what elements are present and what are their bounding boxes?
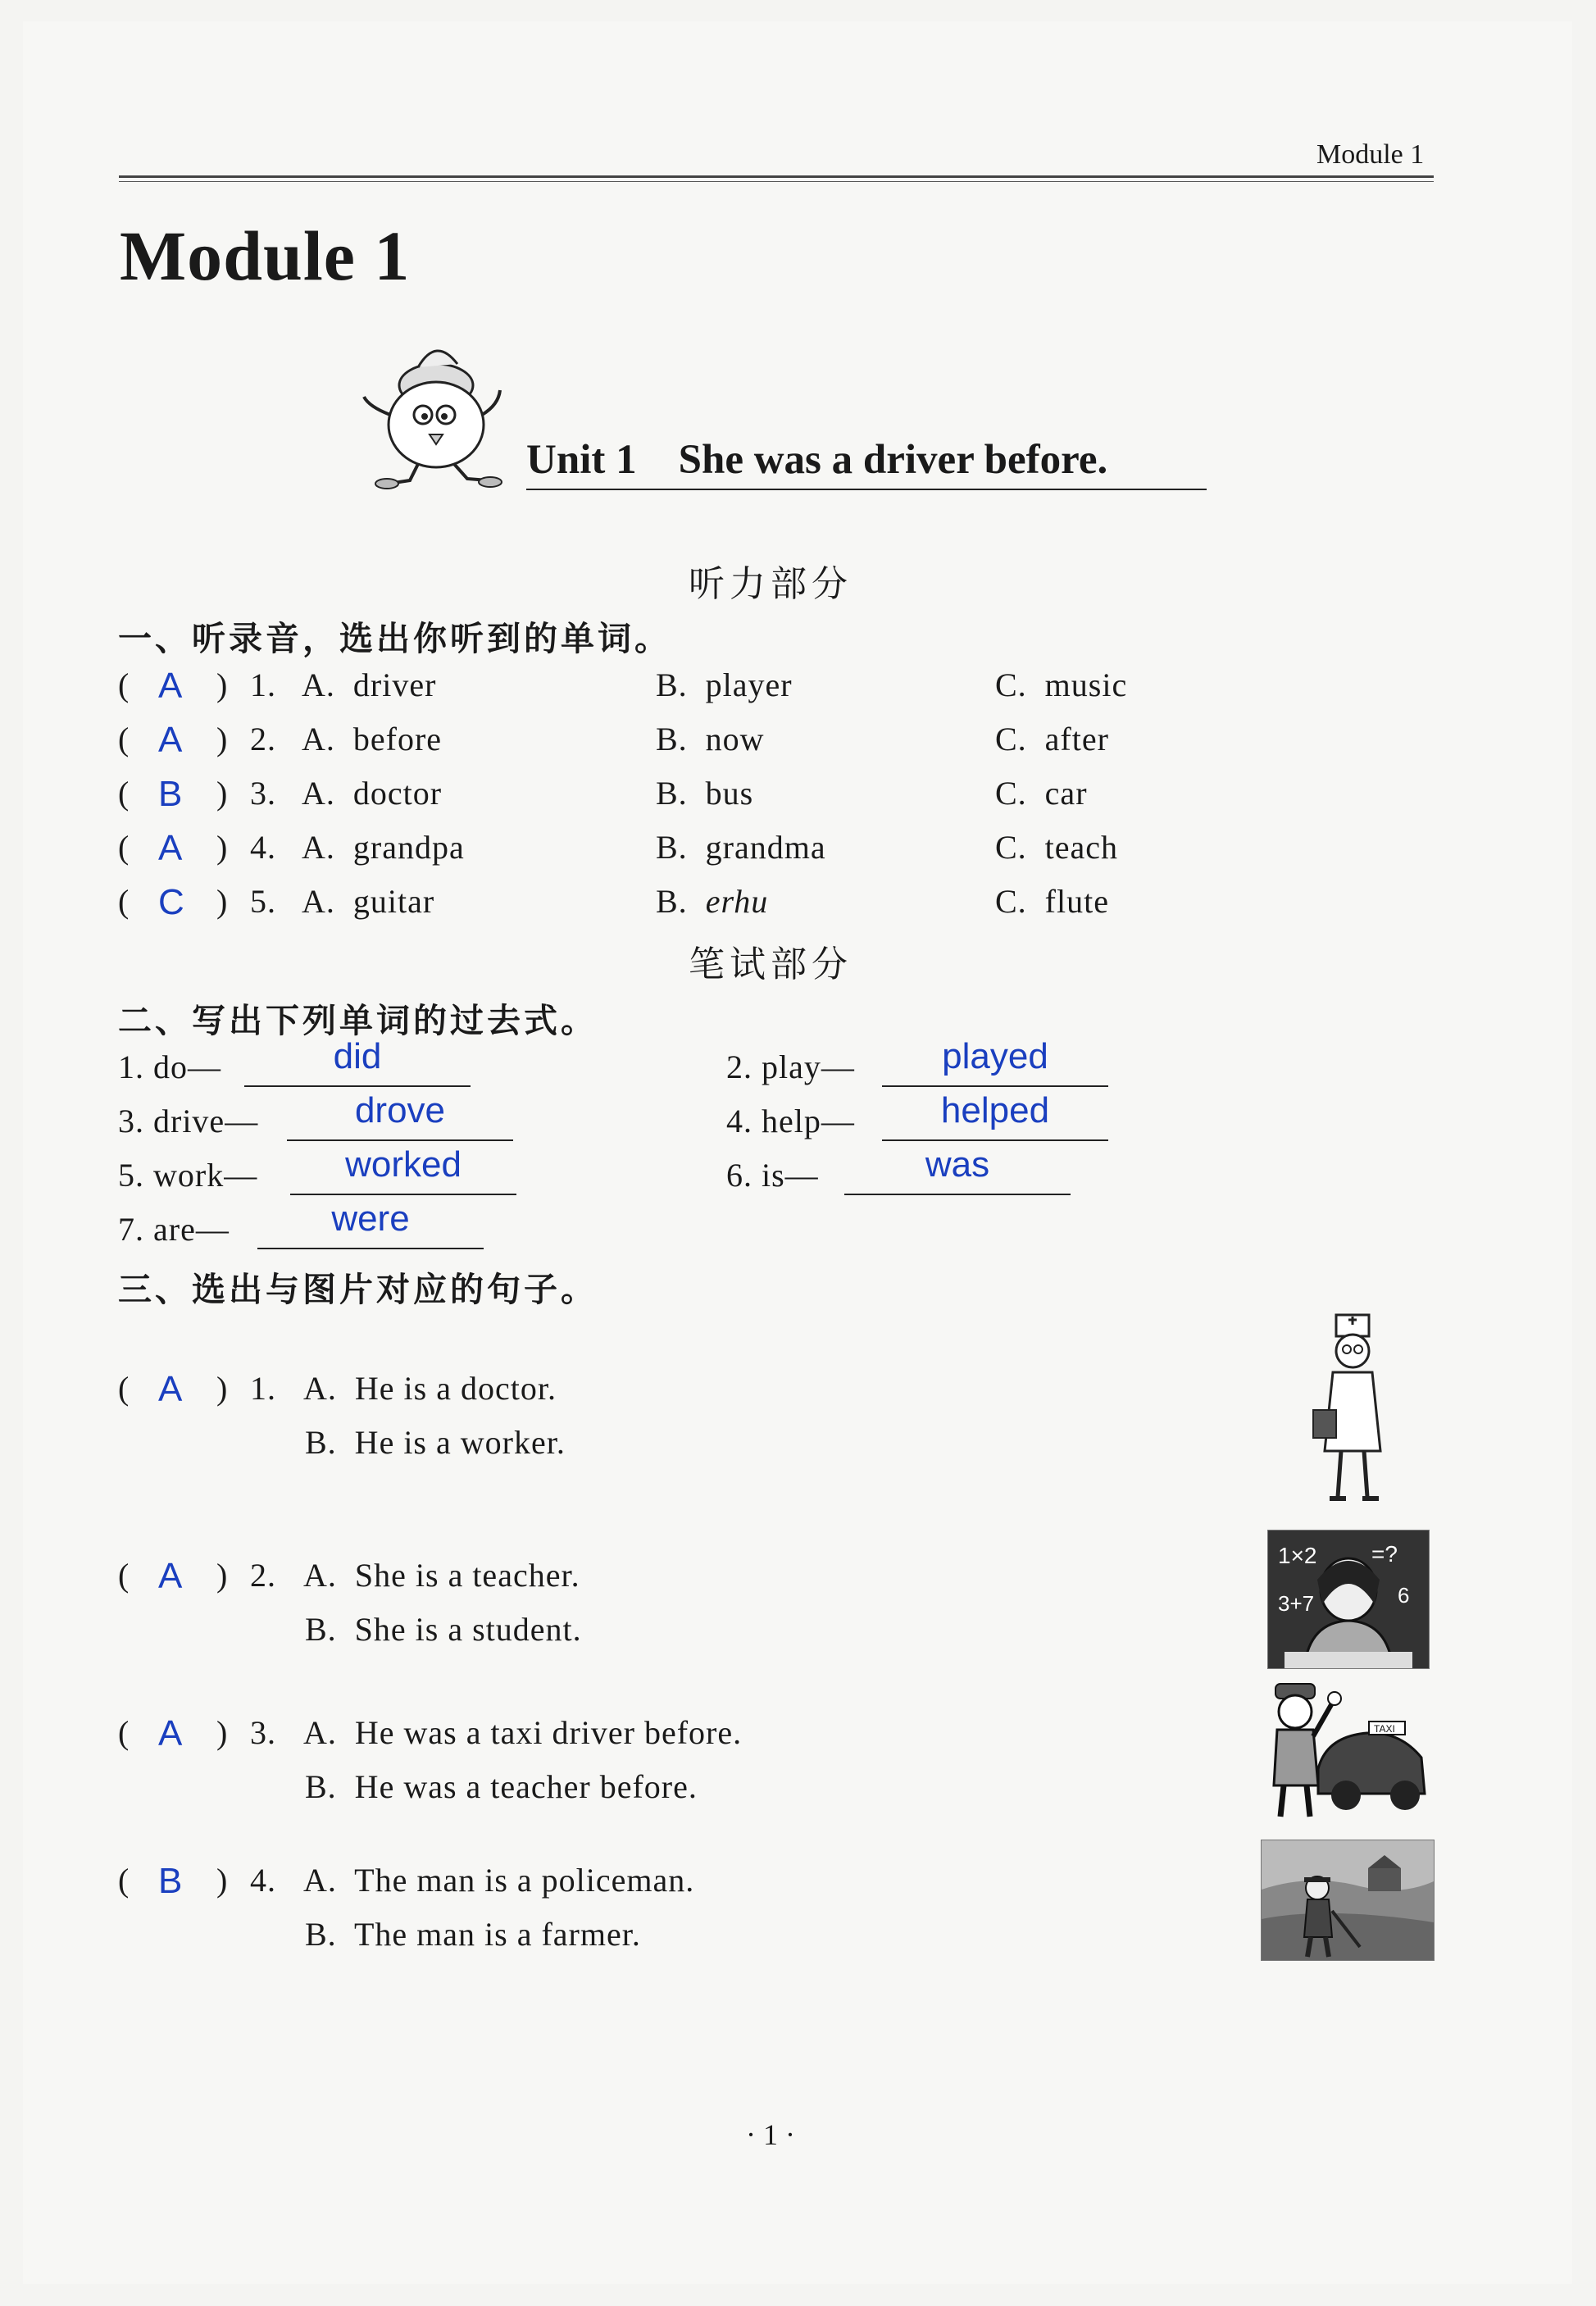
answer-mark: A bbox=[158, 1369, 183, 1409]
answer-mark: B bbox=[158, 774, 183, 814]
answer-paren-close: ) bbox=[216, 1370, 228, 1407]
past-tense-prompt: 5. work— bbox=[118, 1157, 258, 1194]
past-tense-answer: did bbox=[333, 1036, 382, 1076]
sentence-a: A. She is a teacher. bbox=[303, 1557, 580, 1594]
section2-instruction: 二、写出下列单词的过去式。 bbox=[118, 1001, 598, 1040]
answer-mark: A bbox=[158, 1713, 183, 1753]
question-number: 2. bbox=[250, 1557, 276, 1594]
answer-paren-close: ) bbox=[216, 775, 228, 812]
sentence-b: B. He is a worker. bbox=[305, 1424, 566, 1461]
option-b-word: erhu bbox=[705, 883, 769, 920]
option-b: B. bus bbox=[656, 775, 754, 812]
header-rule-thin bbox=[119, 181, 1434, 182]
option-a: A. doctor bbox=[302, 775, 443, 812]
sentence-b: B. She is a student. bbox=[305, 1611, 582, 1648]
question-number: 3. bbox=[250, 1714, 276, 1751]
running-header: Module 1 bbox=[1316, 139, 1425, 170]
option-c: C. flute bbox=[995, 883, 1109, 920]
board-text-left: 1×2 bbox=[1278, 1543, 1317, 1568]
listening-part-title: 听力部分 bbox=[689, 563, 853, 605]
page-number: · 1 · bbox=[746, 2118, 795, 2151]
option-b: B. now bbox=[656, 721, 765, 757]
answer-paren-close: ) bbox=[216, 1714, 228, 1751]
answer-paren-open: ( bbox=[118, 1557, 130, 1594]
answer-paren-open: ( bbox=[118, 1714, 130, 1751]
option-a: A. guitar bbox=[302, 883, 435, 920]
module-title: Module 1 bbox=[120, 216, 411, 295]
option-a: A. driver bbox=[302, 666, 437, 703]
past-tense-prompt: 1. do— bbox=[118, 1048, 221, 1085]
sentence-a: A. He was a taxi driver before. bbox=[303, 1714, 743, 1751]
section3-instruction: 三、选出与图片对应的句子。 bbox=[118, 1270, 598, 1309]
answer-blank-line bbox=[882, 1139, 1108, 1141]
answer-blank-line bbox=[287, 1139, 513, 1141]
option-a: A. before bbox=[302, 721, 443, 757]
taxi-driver-image bbox=[1261, 1679, 1430, 1823]
answer-paren-open: ( bbox=[118, 1862, 130, 1899]
sentence-a: A. He is a doctor. bbox=[303, 1370, 557, 1407]
option-b bbox=[656, 882, 768, 921]
answer-blank-line bbox=[244, 1085, 471, 1087]
past-tense-answer: were bbox=[331, 1198, 410, 1239]
answer-paren-open: ( bbox=[118, 721, 130, 757]
board-text-bottom: 3+7 bbox=[1278, 1591, 1315, 1616]
written-part-title: 笔试部分 bbox=[689, 944, 853, 985]
answer-paren-close: ) bbox=[216, 721, 228, 757]
answer-mark: A bbox=[158, 828, 183, 868]
past-tense-prompt: 7. are— bbox=[118, 1211, 230, 1248]
answer-blank-line bbox=[882, 1085, 1108, 1087]
option-c: C. after bbox=[995, 721, 1109, 757]
answer-paren-close: ) bbox=[216, 829, 228, 866]
past-tense-prompt: 4. help— bbox=[726, 1103, 855, 1139]
answer-mark: A bbox=[158, 720, 183, 760]
sentence-b: B. He was a teacher before. bbox=[305, 1768, 698, 1805]
past-tense-answer: played bbox=[942, 1036, 1048, 1076]
past-tense-prompt: 3. drive— bbox=[118, 1103, 259, 1139]
question-number: 1. bbox=[250, 666, 276, 703]
unit-title-underline bbox=[526, 489, 1207, 490]
answer-paren-open: ( bbox=[118, 829, 130, 866]
option-b: B. grandma bbox=[656, 829, 826, 866]
answer-mark: B bbox=[158, 1861, 183, 1901]
sentence-b: B. The man is a farmer. bbox=[305, 1916, 641, 1953]
header-rule bbox=[119, 175, 1434, 178]
option-c: C. music bbox=[995, 666, 1128, 703]
option-c: C. teach bbox=[995, 829, 1119, 866]
doctor-image bbox=[1308, 1312, 1398, 1508]
board-text-side: 6 bbox=[1398, 1583, 1410, 1608]
answer-paren-close: ) bbox=[216, 666, 228, 703]
taxi-sign-text: TAXI bbox=[1374, 1723, 1395, 1735]
teacher-image bbox=[1267, 1530, 1430, 1669]
question-number: 4. bbox=[250, 829, 276, 866]
answer-blank-line bbox=[257, 1248, 484, 1249]
sentence-a: A. The man is a policeman. bbox=[303, 1862, 695, 1899]
question-number: 3. bbox=[250, 775, 276, 812]
unit-title: Unit 1 She was a driver before. bbox=[526, 437, 1108, 483]
section1-instruction: 一、听录音，选出你听到的单词。 bbox=[118, 619, 671, 658]
past-tense-answer: worked bbox=[345, 1144, 462, 1185]
answer-paren-open: ( bbox=[118, 1370, 130, 1407]
question-number: 5. bbox=[250, 883, 276, 920]
option-c: C. car bbox=[995, 775, 1088, 812]
question-number: 1. bbox=[250, 1370, 276, 1407]
answer-paren-open: ( bbox=[118, 775, 130, 812]
answer-mark: C bbox=[158, 882, 184, 922]
answer-paren-close: ) bbox=[216, 1557, 228, 1594]
question-number: 4. bbox=[250, 1862, 276, 1899]
option-b: B. player bbox=[656, 666, 793, 703]
past-tense-answer: helped bbox=[940, 1090, 1050, 1130]
answer-paren-close: ) bbox=[216, 883, 228, 920]
option-a: A. grandpa bbox=[302, 829, 465, 866]
past-tense-prompt: 6. is— bbox=[726, 1157, 819, 1194]
answer-mark: A bbox=[158, 666, 183, 706]
mascot-illustration bbox=[344, 328, 516, 492]
option-b-letter: B. bbox=[656, 883, 706, 920]
answer-blank-line bbox=[844, 1194, 1071, 1195]
past-tense-prompt: 2. play— bbox=[726, 1048, 855, 1085]
past-tense-answer: was bbox=[925, 1144, 990, 1185]
answer-blank-line bbox=[290, 1194, 516, 1195]
question-number: 2. bbox=[250, 721, 276, 757]
answer-paren-open: ( bbox=[118, 666, 130, 703]
past-tense-answer: drove bbox=[354, 1090, 446, 1130]
answer-mark: A bbox=[158, 1556, 183, 1596]
farmer-image bbox=[1261, 1840, 1435, 1961]
answer-paren-open: ( bbox=[118, 883, 130, 920]
answer-paren-close: ) bbox=[216, 1862, 228, 1899]
board-text-right: =? bbox=[1371, 1541, 1398, 1567]
